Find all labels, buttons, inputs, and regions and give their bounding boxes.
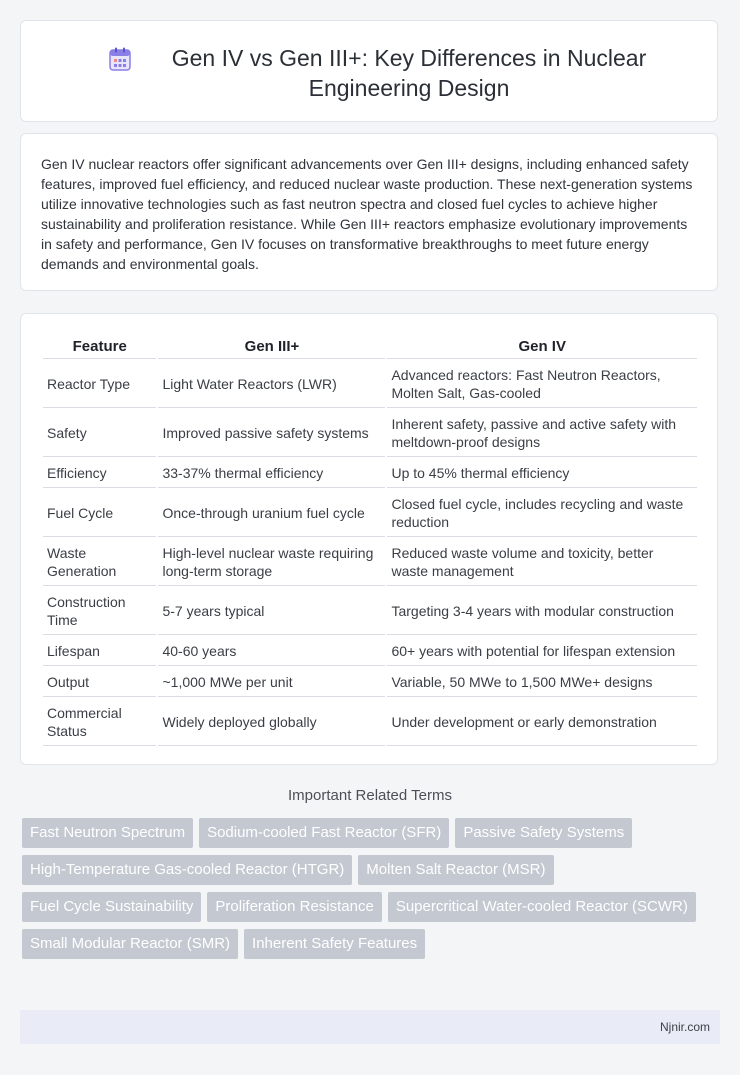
table-row — [43, 490, 697, 537]
gen-iii-plus-cell: 40-60 years — [158, 637, 385, 666]
gen-iv-cell: Up to 45% thermal efficiency — [387, 459, 697, 488]
header-feature: Feature — [43, 336, 156, 359]
term-tag[interactable]: Fast Neutron Spectrum — [22, 818, 193, 848]
gen-iii-plus-cell: Light Water Reactors (LWR) — [158, 361, 385, 408]
feature-cell: Commercial Status — [43, 699, 156, 746]
gen-iv-cell: 60+ years with potential for lifespan extension — [387, 637, 697, 666]
intro-card — [20, 133, 718, 291]
footer-site-link[interactable]: Njnir.com — [659, 1020, 710, 1034]
intro-paragraph: Gen IV nuclear reactors offer significant advancements over Gen III+ designs, including enhanced safety features, improved fuel efficiency, and reduced nuclear waste production. These next-generation systems utilize innovative technologies such as fast neutron spectra and closed fuel cycles to achieve higher sustainability and proliferation resistance. While Gen III+ reactors emphasize evolutionary improvements in safety and performance, Gen IV focuses on transformative breakthroughs to meet future energy demands and environmental goals. — [41, 156, 693, 272]
related-terms-list — [22, 818, 702, 966]
term-tag[interactable]: Small Modular Reactor (SMR) — [22, 929, 238, 959]
table-row — [43, 539, 697, 586]
feature-cell: Reactor Type — [43, 361, 156, 408]
feature-cell: Construction Time — [43, 588, 156, 635]
comparison-card — [20, 313, 718, 765]
table-row — [43, 588, 697, 635]
feature-cell: Waste Generation — [43, 539, 156, 586]
gen-iii-plus-cell: Improved passive safety systems — [158, 410, 385, 457]
gen-iv-cell: Reduced waste volume and toxicity, better waste management — [387, 539, 697, 586]
table-row — [43, 459, 697, 488]
gen-iii-plus-cell: ~1,000 MWe per unit — [158, 668, 385, 697]
table-row — [43, 361, 697, 408]
gen-iv-cell: Advanced reactors: Fast Neutron Reactors, Molten Salt, Gas-cooled — [387, 361, 697, 408]
gen-iv-cell: Targeting 3-4 years with modular construction — [387, 588, 697, 635]
gen-iii-plus-cell: 5-7 years typical — [158, 588, 385, 635]
table-row — [43, 699, 697, 746]
term-tag[interactable]: High-Temperature Gas-cooled Reactor (HTGR) — [22, 855, 352, 885]
table-row — [43, 668, 697, 697]
gen-iv-cell: Under development or early demonstration — [387, 699, 697, 746]
title-card — [20, 20, 718, 122]
table-header-row — [43, 336, 697, 359]
term-tag[interactable]: Molten Salt Reactor (MSR) — [358, 855, 553, 885]
gen-iii-plus-cell: 33-37% thermal efficiency — [158, 459, 385, 488]
gen-iv-cell: Closed fuel cycle, includes recycling and waste reduction — [387, 490, 697, 537]
feature-cell: Efficiency — [43, 459, 156, 488]
footer — [20, 1010, 720, 1044]
term-tag[interactable]: Fuel Cycle Sustainability — [22, 892, 201, 922]
gen-iii-plus-cell: Once-through uranium fuel cycle — [158, 490, 385, 537]
header-gen-iii-plus: Gen III+ — [158, 336, 385, 359]
feature-cell: Lifespan — [43, 637, 156, 666]
comparison-table — [41, 334, 699, 748]
gen-iv-cell: Variable, 50 MWe to 1,500 MWe+ designs — [387, 668, 697, 697]
term-tag[interactable]: Passive Safety Systems — [455, 818, 632, 848]
related-terms-heading: Important Related Terms — [288, 787, 452, 804]
gen-iii-plus-cell: Widely deployed globally — [158, 699, 385, 746]
term-tag[interactable]: Proliferation Resistance — [207, 892, 381, 922]
gen-iv-cell: Inherent safety, passive and active safety with meltdown-proof designs — [387, 410, 697, 457]
calendar-icon — [109, 47, 131, 71]
page-title: Gen IV vs Gen III+: Key Differences in Nuclear Engineering Design — [171, 45, 647, 101]
feature-cell: Safety — [43, 410, 156, 457]
gen-iii-plus-cell: High-level nuclear waste requiring long-term storage — [158, 539, 385, 586]
term-tag[interactable]: Supercritical Water-cooled Reactor (SCWR) — [388, 892, 696, 922]
feature-cell: Output — [43, 668, 156, 697]
table-row — [43, 637, 697, 666]
term-tag[interactable]: Sodium-cooled Fast Reactor (SFR) — [199, 818, 449, 848]
feature-cell: Fuel Cycle — [43, 490, 156, 537]
term-tag[interactable]: Inherent Safety Features — [244, 929, 425, 959]
header-gen-iv: Gen IV — [387, 336, 697, 359]
table-row — [43, 410, 697, 457]
